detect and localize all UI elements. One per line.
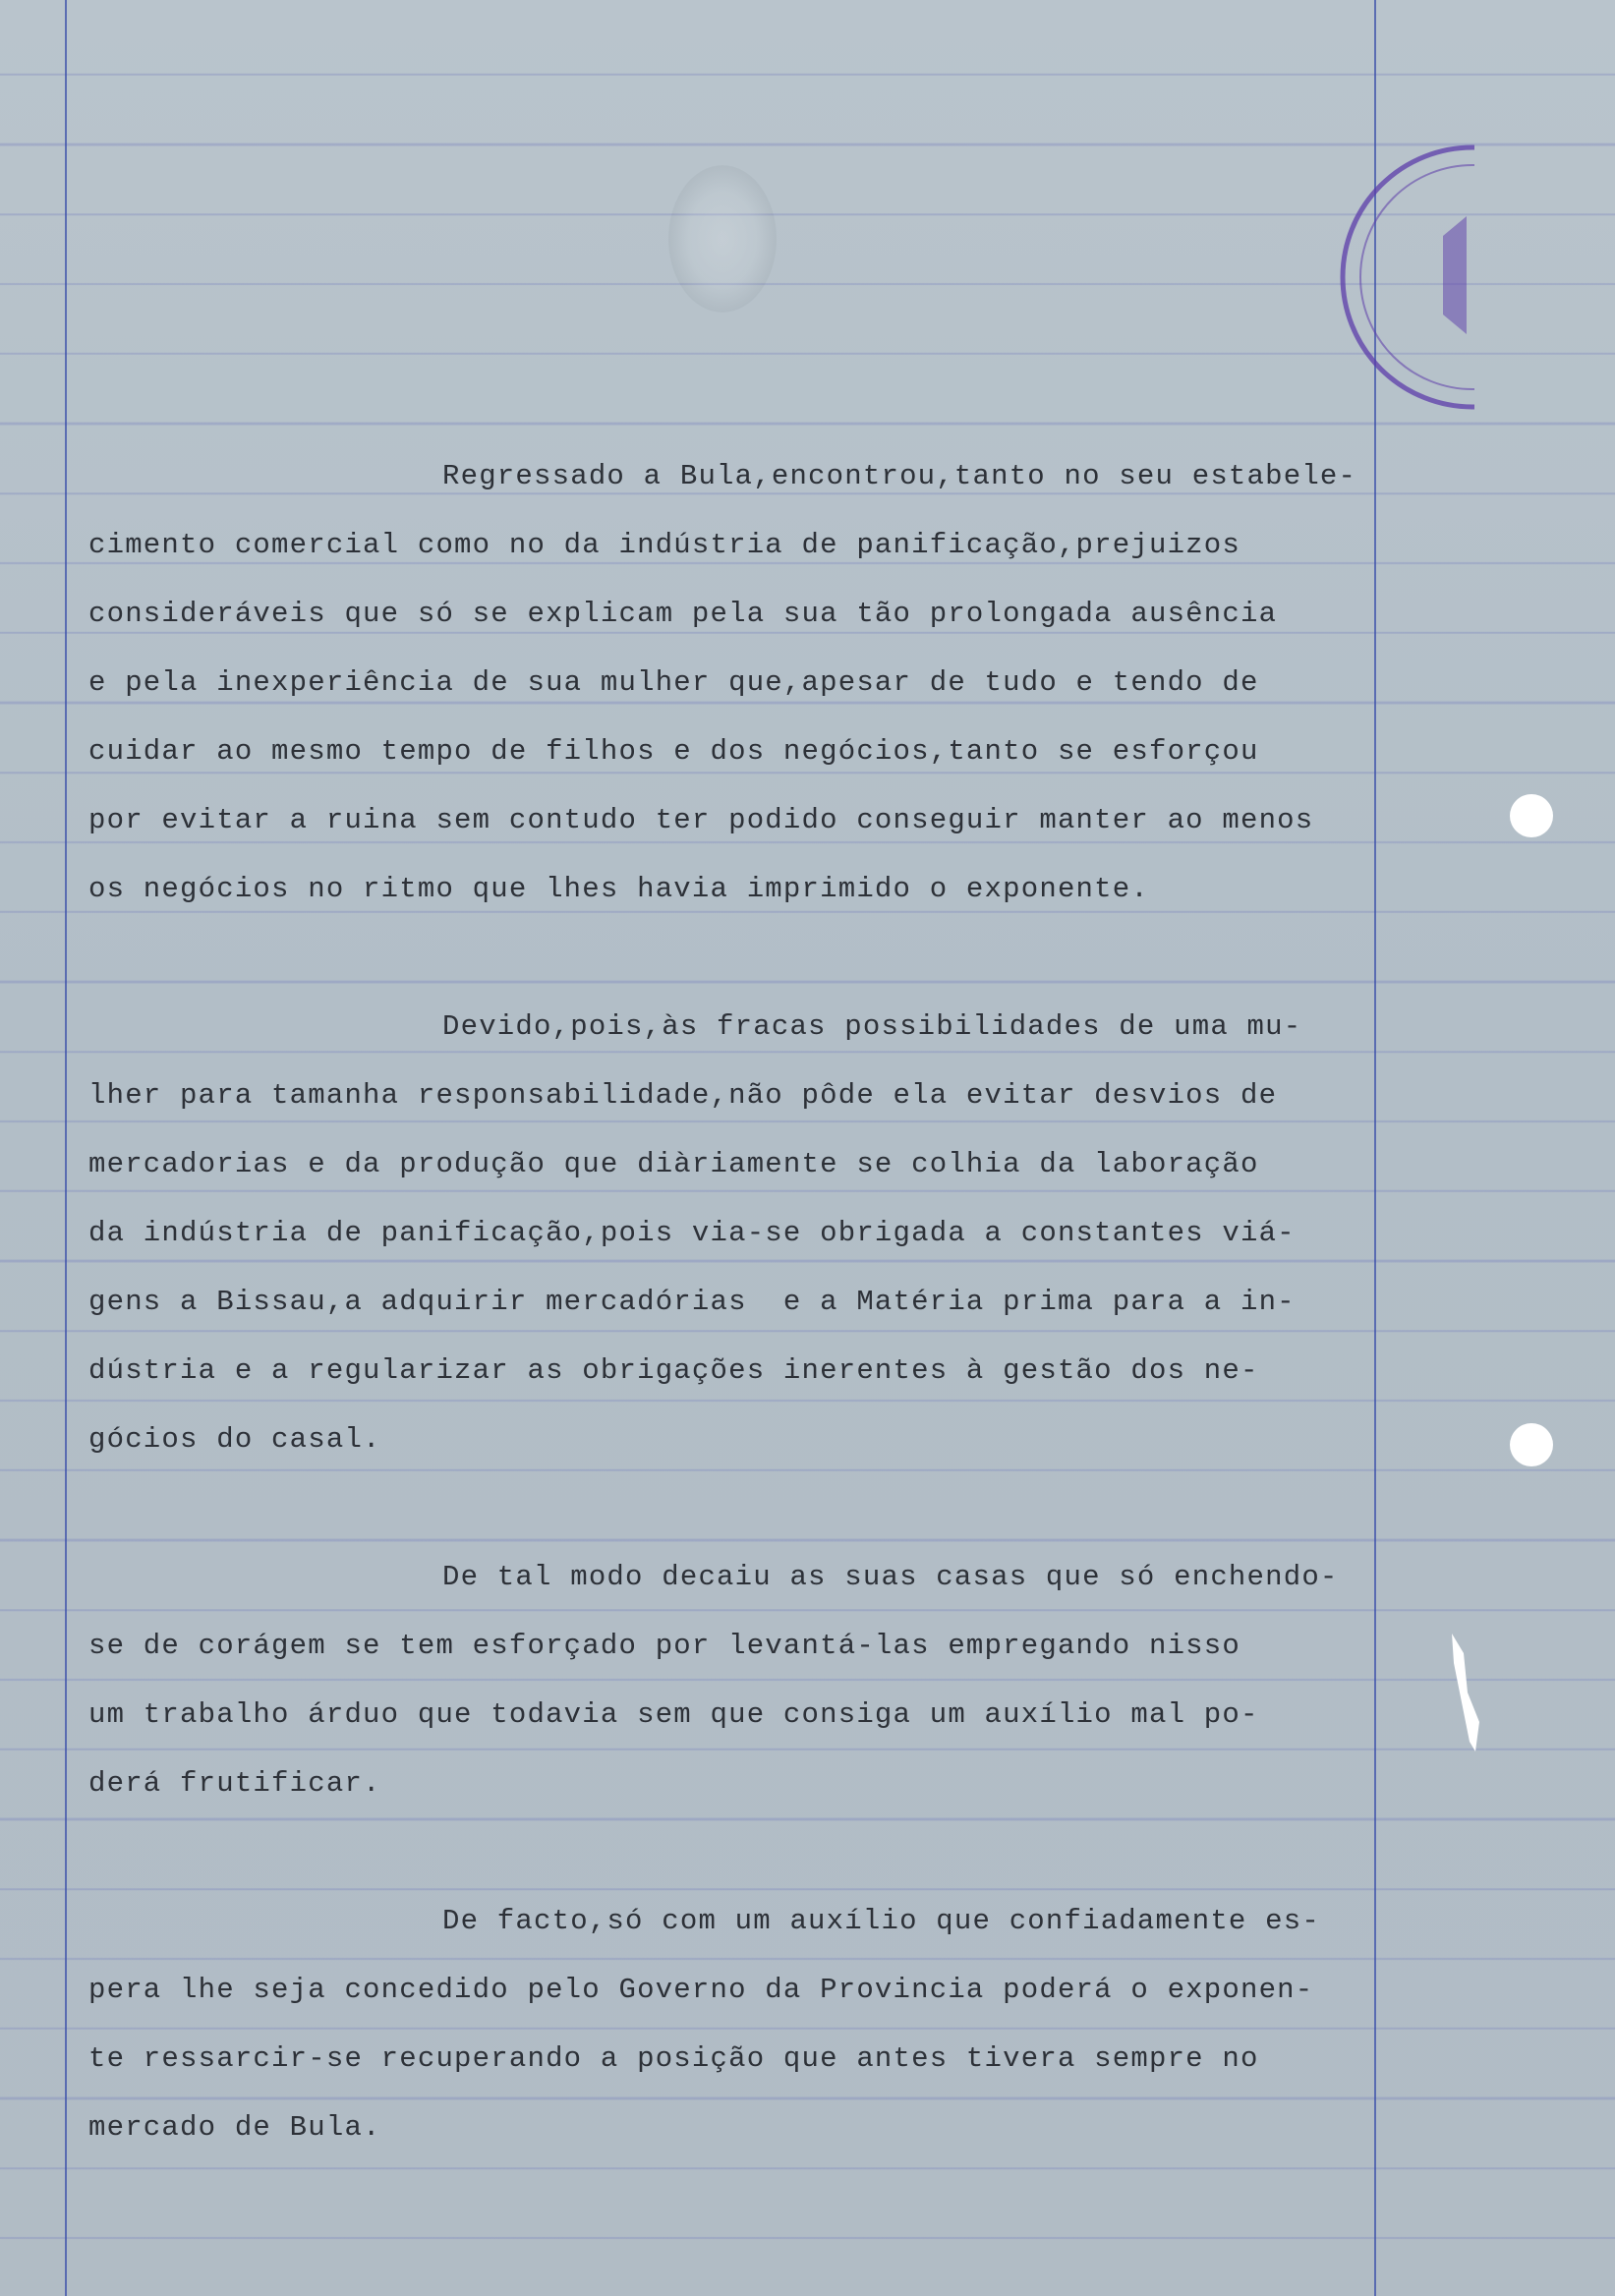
left-margin-line xyxy=(65,0,67,2296)
text-line: lher para tamanha responsabilidade,não pôde ela evitar desvios de xyxy=(88,1079,1278,1112)
paragraph-1 xyxy=(88,442,1396,924)
text-line: os negócios no ritmo que lhes havia imprimido o exponente. xyxy=(88,873,1149,905)
text-line: pera lhe seja concedido pelo Governo da Provincia poderá o exponen- xyxy=(88,1974,1314,2006)
text-line: Devido,pois,às fracas possibilidades de uma mu- xyxy=(442,1010,1302,1043)
punch-hole xyxy=(1510,1423,1553,1466)
text-line: cimento comercial como no da indústria de panificação,prejuizos xyxy=(88,529,1240,561)
paragraph-4 xyxy=(88,1887,1396,2162)
text-line: gócios do casal. xyxy=(88,1423,381,1456)
text-line: dústria e a regularizar as obrigações inerentes à gestão dos ne- xyxy=(88,1354,1259,1387)
text-line: se de corágem se tem esforçado por levantá-las empregando nisso xyxy=(88,1630,1240,1662)
paper-tear-icon xyxy=(1450,1634,1489,1751)
embossed-seal xyxy=(668,165,777,313)
text-line: te ressarcir-se recuperando a posição que antes tivera sempre no xyxy=(88,2042,1259,2075)
text-line: por evitar a ruina sem contudo ter podido conseguir manter ao menos xyxy=(88,804,1314,836)
paragraph-3 xyxy=(88,1543,1396,1818)
text-line: consideráveis que só se explicam pela sua tão prolongada ausência xyxy=(88,598,1278,630)
text-line: cuidar ao mesmo tempo de filhos e dos negócios,tanto se esforçou xyxy=(88,735,1259,768)
text-line: mercado de Bula. xyxy=(88,2111,381,2144)
text-line: um trabalho árduo que todavia sem que consiga um auxílio mal po- xyxy=(88,1698,1259,1731)
text-line: da indústria de panificação,pois via-se obrigada a constantes viá- xyxy=(88,1217,1296,1249)
paragraph-2 xyxy=(88,993,1396,1474)
stamp-icon xyxy=(1327,138,1474,432)
text-line: mercadorias e da produção que diàriamente se colhia da laboração xyxy=(88,1148,1259,1180)
text-line: De facto,só com um auxílio que confiadamente es- xyxy=(442,1905,1320,1937)
typed-text-body xyxy=(88,442,1396,2162)
ink-stamp xyxy=(1327,138,1474,432)
text-line: Regressado a Bula,encontrou,tanto no seu estabele- xyxy=(442,460,1357,492)
text-line: derá frutificar. xyxy=(88,1767,381,1800)
text-line: De tal modo decaiu as suas casas que só enchendo- xyxy=(442,1561,1339,1593)
punch-hole xyxy=(1510,794,1553,837)
text-line: gens a Bissau,a adquirir mercadórias e a Matéria prima para a in- xyxy=(88,1286,1296,1318)
text-line: e pela inexperiência de sua mulher que,apesar de tudo e tendo de xyxy=(88,666,1259,699)
